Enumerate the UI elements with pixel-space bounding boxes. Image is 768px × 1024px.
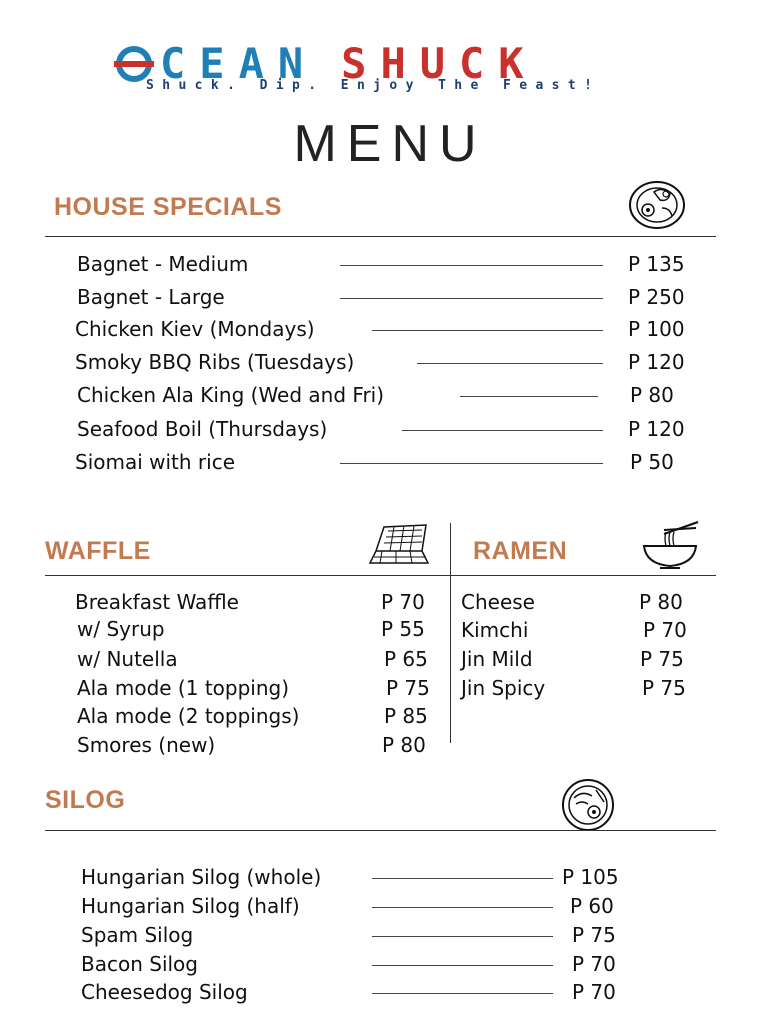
brand-name-shuck: SHUCK [341,39,538,88]
waffle-icon [366,523,432,567]
menu-item-name: Bagnet - Large [77,285,225,309]
column-divider [450,523,451,743]
brand-header [0,36,768,96]
menu-item-name: Bagnet - Medium [77,252,249,276]
section-divider [45,236,716,237]
brand-name-ocean: CEAN [160,39,318,88]
menu-item-name: Ala mode (2 toppings) [77,704,300,728]
leader-line [372,878,553,879]
menu-item-name: Hungarian Silog (half) [81,894,300,918]
leader-line [340,463,603,464]
leader-line [417,363,603,364]
menu-item-price: P 85 [384,704,428,728]
leader-line [372,965,553,966]
section-title-house-specials: HOUSE SPECIALS [54,193,282,221]
menu-item-name: Ala mode (1 topping) [77,676,290,700]
leader-line [372,330,603,331]
menu-item-name: Smoky BBQ Ribs (Tuesdays) [75,350,355,374]
menu-item-name: Kimchi [461,618,529,642]
leader-line [460,396,598,397]
menu-item-name: Cheese [461,590,535,614]
menu-item-price: P 120 [628,350,685,374]
menu-item-name: Chicken Ala King (Wed and Fri) [77,383,385,407]
leader-line [340,265,603,266]
menu-item-name: w/ Nutella [77,647,178,671]
menu-item-price: P 50 [630,450,674,474]
menu-item-price: P 75 [640,647,684,671]
menu-item-price: P 250 [628,285,685,309]
ramen-bowl-icon [640,518,700,574]
menu-item-price: P 75 [642,676,686,700]
menu-item-name: Siomai with rice [75,450,236,474]
menu-item-price: P 70 [381,590,425,614]
menu-item-price: P 75 [572,923,616,947]
menu-item-name: Jin Spicy [461,676,546,700]
menu-item-price: P 60 [570,894,614,918]
menu-item-name: Spam Silog [81,923,194,947]
section-divider [45,830,716,831]
menu-item-price: P 135 [628,252,685,276]
menu-item-name: Seafood Boil (Thursdays) [77,417,328,441]
menu-item-name: w/ Syrup [77,617,165,641]
menu-item-price: P 80 [639,590,683,614]
menu-item-price: P 120 [628,417,685,441]
menu-item-price: P 70 [572,952,616,976]
menu-item-name: Cheesedog Silog [81,980,248,1004]
leader-line [372,993,553,994]
leader-line [372,907,553,908]
menu-item-price: P 75 [386,676,430,700]
menu-item-name: Jin Mild [461,647,533,671]
leader-line [372,936,553,937]
menu-title: MENU [293,115,487,173]
menu-item-name: Hungarian Silog (whole) [81,865,322,889]
leader-line [340,298,603,299]
menu-item-name: Bacon Silog [81,952,198,976]
leader-line [402,430,603,431]
menu-item-price: P 100 [628,317,685,341]
section-title-waffle: WAFFLE [45,537,151,565]
menu-item-price: P 55 [381,617,425,641]
menu-item-price: P 80 [630,383,674,407]
menu-item-price: P 70 [643,618,687,642]
section-title-silog: SILOG [45,786,126,814]
menu-item-name: Breakfast Waffle [75,590,239,614]
silog-plate-icon [560,778,616,832]
menu-item-price: P 65 [384,647,428,671]
section-divider [45,575,716,576]
menu-item-price: P 70 [572,980,616,1004]
brand-tagline: Shuck. Dip. Enjoy The Feast! [146,78,601,93]
section-title-ramen: RAMEN [473,537,568,565]
plate-icon [628,178,686,230]
menu-item-price: P 80 [382,733,426,757]
menu-item-price: P 105 [562,865,619,889]
menu-item-name: Smores (new) [77,733,216,757]
menu-item-name: Chicken Kiev (Mondays) [75,317,315,341]
